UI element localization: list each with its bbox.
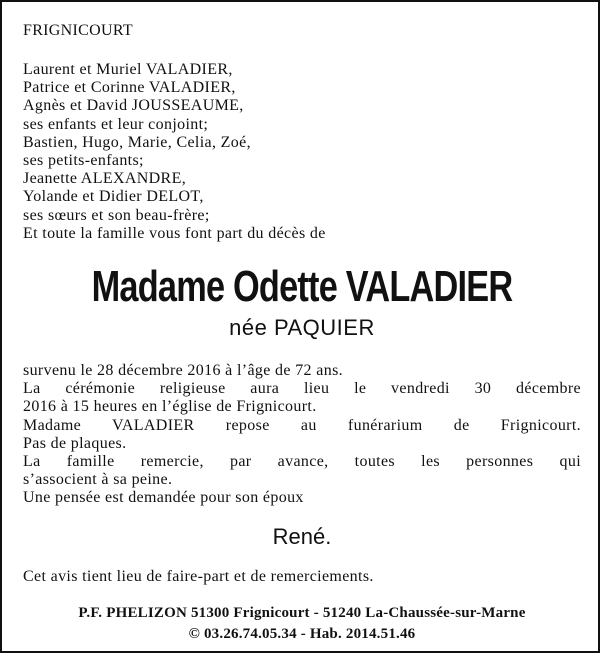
family-line: Agnès et David JOUSSEAUME, (23, 97, 244, 115)
funeral-home-address: P.F. PHELIZON 51300 Frignicourt - 51240 La-Chaussée-sur-Marne (78, 605, 526, 621)
body-line: 2016 à 15 heures en l’église de Frignicourt. (23, 398, 317, 416)
location-header: FRIGNICOURT (23, 22, 133, 39)
family-line: Jeanette ALEXANDRE, (23, 170, 187, 188)
body-line: Madame VALADIER repose au funérarium de Frignicourt. (23, 416, 581, 434)
family-line: Et toute la famille vous font part du décès de (23, 224, 326, 242)
family-line: ses enfants et leur conjoint; (23, 115, 209, 133)
deceased-name: Madame Odette VALADIER (91, 262, 513, 311)
family-line: Laurent et Muriel VALADIER, (23, 61, 233, 78)
body-line: s’associent à sa peine. (23, 471, 173, 489)
funeral-home-phone: © 03.26.74.05.34 - Hab. 2014.51.46 (188, 626, 416, 642)
family-line: Yolande et Didier DELOT, (23, 188, 204, 206)
funeral-home-info (2, 603, 602, 645)
body-line: La famille remercie, par avance, toutes les personnes qui (23, 453, 581, 471)
body-line: Une pensée est demandée pour son époux (23, 489, 304, 507)
body-line: Pas de plaques. (23, 434, 127, 452)
notice-body (23, 362, 583, 508)
spouse-name: René. (272, 524, 332, 549)
family-line: Bastien, Hugo, Marie, Celia, Zoé, (23, 133, 251, 151)
closing-line: Cet avis tient lieu de faire-part et de remerciements. (23, 568, 374, 585)
body-line: La cérémonie religieuse aura lieu le vendredi 30 décembre (23, 380, 581, 398)
maiden-name: née PAQUIER (229, 315, 375, 340)
family-line: ses sœurs et son beau-frère; (23, 206, 210, 224)
body-line: survenu le 28 décembre 2016 à l’âge de 72 ans. (23, 362, 343, 379)
family-line: Patrice et Corinne VALADIER, (23, 79, 236, 97)
family-list (23, 61, 326, 243)
family-line: ses petits-enfants; (23, 152, 144, 170)
